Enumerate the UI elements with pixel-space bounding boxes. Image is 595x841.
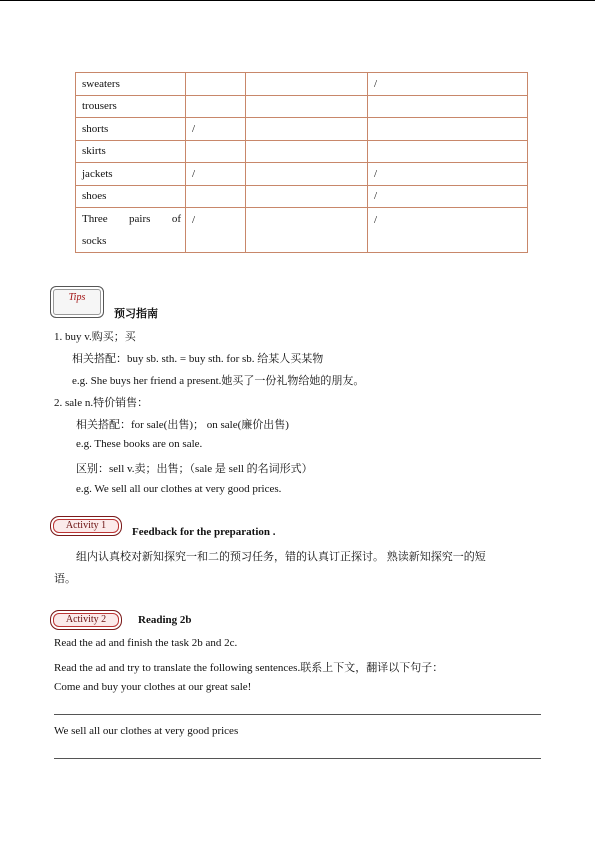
top-border-line	[0, 0, 595, 1]
table-cell[interactable]: /	[368, 185, 528, 208]
activity2-line1: Read the ad and finish the task 2b and 2c.	[54, 637, 238, 649]
clothing-item-cell: trousers	[76, 95, 186, 118]
clothing-item-cell	[76, 208, 186, 253]
clothing-item-cell: jackets	[76, 163, 186, 186]
tip-line-7: 区别：sell v.卖；出售；（sale 是 sell 的名词形式）	[76, 463, 313, 475]
activity2-line3: Come and buy your clothes at our great sale!	[54, 681, 252, 693]
tip-line-2: 相关搭配：buy sb. sth. = buy sth. for sb. 给某人买某物	[72, 353, 324, 365]
tip-line-4: 2. sale n.特价销售：	[54, 397, 149, 409]
table-cell[interactable]	[246, 163, 368, 186]
cell-word: pairs	[129, 213, 151, 225]
table-cell[interactable]	[368, 118, 528, 141]
table-cell[interactable]	[186, 140, 246, 163]
cell-word: Three	[82, 213, 108, 225]
tips-title: 预习指南	[114, 308, 158, 320]
clothing-item-cell: skirts	[76, 140, 186, 163]
table-row	[76, 185, 528, 208]
table-cell[interactable]	[246, 118, 368, 141]
clothing-item-cell: sweaters	[76, 73, 186, 96]
table-row	[76, 95, 528, 118]
table-row	[76, 163, 528, 186]
table-row	[76, 73, 528, 96]
table-cell[interactable]	[246, 185, 368, 208]
table-cell[interactable]	[246, 73, 368, 96]
table-cell[interactable]: /	[186, 163, 246, 186]
answer-line-2[interactable]	[54, 758, 541, 759]
activity1-line2: 语。	[54, 573, 76, 585]
tip-line-8: e.g. We sell all our clothes at very good prices.	[76, 483, 282, 495]
activity2-sentence2: We sell all our clothes at very good prices	[54, 725, 239, 737]
table-cell[interactable]: /	[186, 118, 246, 141]
table-row	[76, 140, 528, 163]
tip-line-5: 相关搭配：for sale(出售)； on sale(廉价出售)	[76, 419, 289, 431]
table-cell[interactable]	[186, 185, 246, 208]
table-cell[interactable]	[246, 208, 368, 253]
clothing-item-cell: shoes	[76, 185, 186, 208]
activity2-line2: Read the ad and try to translate the following sentences.联系上下文，翻译以下句子：	[54, 662, 444, 674]
table-row	[76, 118, 528, 141]
activity2-title: Reading 2b	[138, 614, 192, 626]
table-row	[76, 208, 528, 253]
cell-word: socks	[82, 235, 107, 247]
activity1-title: Feedback for the preparation .	[132, 526, 276, 538]
table-cell[interactable]	[186, 95, 246, 118]
cell-word: of	[171, 213, 181, 225]
table-cell[interactable]: /	[186, 208, 246, 253]
activity1-line1: 组内认真校对新知探究一和二的预习任务，错的认真订正探讨。 熟读新知探究一的短	[76, 551, 486, 563]
tip-line-6: e.g. These books are on sale.	[76, 438, 203, 450]
table-cell[interactable]: /	[368, 208, 528, 253]
clothes-table	[75, 72, 528, 253]
activity2-badge: Activity 2	[50, 610, 122, 630]
table-cell[interactable]: /	[368, 163, 528, 186]
clothing-item-cell: shorts	[76, 118, 186, 141]
table-cell[interactable]	[246, 140, 368, 163]
table-cell[interactable]	[186, 73, 246, 96]
tips-badge: Tips	[50, 286, 104, 318]
table-cell[interactable]: /	[368, 73, 528, 96]
tip-line-3: e.g. She buys her friend a present.她买了一份礼物给她的朋友。	[72, 375, 365, 387]
tip-line-1: 1. buy v.购买；买	[54, 331, 136, 343]
activity1-badge: Activity 1	[50, 516, 122, 536]
table-cell[interactable]	[246, 95, 368, 118]
table-cell[interactable]	[368, 95, 528, 118]
answer-line-1[interactable]	[54, 714, 541, 715]
table-cell[interactable]	[368, 140, 528, 163]
